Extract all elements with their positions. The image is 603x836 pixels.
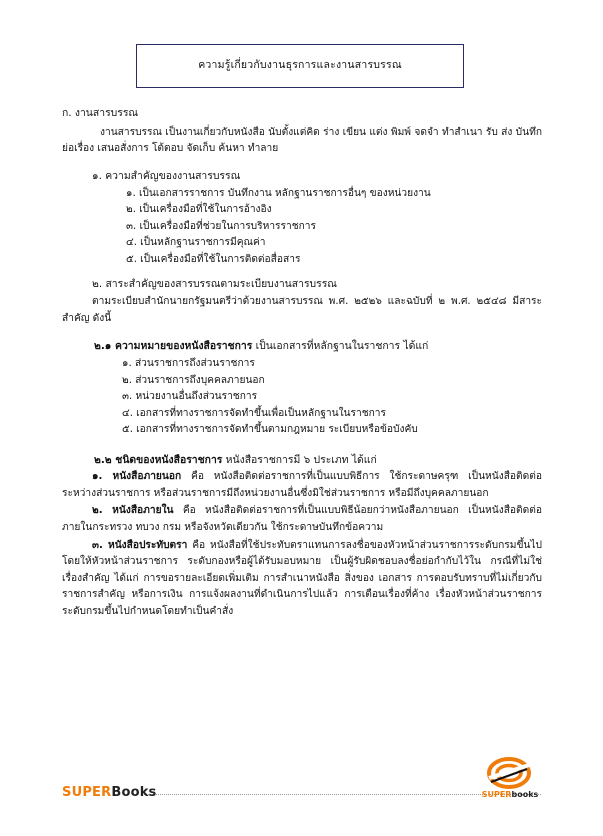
topic-1-heading: ๑. ความสำคัญของงานสารบรรณ <box>92 169 241 182</box>
logo-wordmark-prefix: SUPER <box>481 790 512 799</box>
topic-2-1-item: ๔. เอกสารที่ทางราชการจัดทำขึ้นเพื่อเป็นหลักฐานในราชการ <box>122 407 386 419</box>
topic-2-2-item-label: ๒. หนังสือภายใน <box>92 505 174 517</box>
section-a-heading: ก. งานสารบรรณ <box>62 107 139 119</box>
topic-1-item: ๓. เป็นเครื่องมือที่ช่วยในการบริหารราชการ <box>126 220 316 232</box>
section-a-intro: งานสารบรรณ เป็นงานเกี่ยวกับหนังสือ นับตั้งแต่คิด ร่าง เขียน แต่ง พิมพ์ จดจำ ทำสำเนา รับ ส่ง บันทึก ย่อเรื่อง เสนอสั่งการ โต้ตอบ จัดเก็บ ค้นหา ทำลาย <box>62 126 542 155</box>
topic-1-item: ๔. เป็นหลักฐานราชการมีคุณค่า <box>126 237 266 249</box>
topic-2-2-heading-rest: หนังสือราชการมี ๖ ประเภท ได้แก่ <box>222 453 377 466</box>
footer-brand-suffix: Books <box>111 785 157 800</box>
topic-2-1-item: ๒. ส่วนราชการถึงบุคคลภายนอก <box>122 374 265 386</box>
topic-2-2-item-text: คือ หนังสือติดต่อราชการที่เป็นแบบพิธีการ ใช้กระดาษครุฑ เป็นหนังสือติดต่อระหว่างส่วนราชการ หรือส่วนราชการมีถึงหน่วยงานอื่นซึ่งมิใช่ส่วนราชการ หรือมีถึงบุคคลภายนอก <box>62 471 543 499</box>
topic-2-2-item-text: คือ หนังสือติดต่อราชการที่เป็นแบบพิธีน้อยกว่าหนังสือภายนอก เป็นหนังสือติดต่อภายในกระทรวง ทบวง กรม หรือจังหวัดเดียวกัน ใช้กระดาษบันทึกข้อความ <box>62 505 543 533</box>
document-body <box>62 105 542 621</box>
topic-2-2-heading-bold: ๒.๒ ชนิดของหนังสือราชการ <box>94 453 223 466</box>
topic-2-1-item: ๓. หน่วยงานอื่นถึงส่วนราชการ <box>122 391 258 403</box>
document-title-box <box>136 44 464 88</box>
topic-1-item: ๑. เป็นเอกสารราชการ บันทึกงาน หลักฐานราชการอื่นๆ ของหน่วยงาน <box>126 187 431 199</box>
topic-2-intro: ตามระเบียบสำนักนายกรัฐมนตรีว่าด้วยงานสารบรรณ พ.ศ. ๒๕๒๖ และฉบับที่ ๒ พ.ศ. ๒๕๔๘ มีสาระสำคัญ ดังนี้ <box>62 296 542 324</box>
topic-2-2-item <box>62 469 542 502</box>
page-title: ความรู้เกี่ยวกับงานธุรการและงานสารบรรณ <box>198 59 402 72</box>
page-footer <box>0 772 603 812</box>
topic-2-1-heading-bold: ๒.๑ ความหมายของหนังสือราชการ <box>94 340 253 353</box>
topic-2-1-item: ๑. ส่วนราชการถึงส่วนราชการ <box>122 358 255 370</box>
topic-2-1-heading-rest: เป็นเอกสารที่หลักฐานในราชการ ได้แก่ <box>252 340 429 353</box>
footer-brand-prefix: SUPER <box>62 785 112 800</box>
logo-wordmark-suffix: books <box>511 790 539 799</box>
superbooks-logo <box>479 756 541 810</box>
topic-1-item: ๕. เป็นเครื่องมือที่ใช้ในการติดต่อสื่อสาร <box>126 253 301 265</box>
topic-2-2-item-text: คือ หนังสือที่ใช้ประทับตราแทนการลงชื่อของหัวหน้าส่วนราชการระดับกรมขึ้นไป โดยให้หัวหน้าส่วนราชการ ระดับกองหรือผู้ได้รับมอบหมาย เป็นผู้รับผิดชอบลงชื่อย่อกำกับไว้ใน กรณีที่ไม่ใช่เรื่องสำคัญ ได้แก่ การขอรายละเอียดเพิ่มเติม การสำเนาหนังสือ สิ่งของ เอกสาร การตอบรับทราบที่ไม่เกี่ยวกับราชการสำคัญ หรือการเงิน การแจ้งผลงานที่ดำเนินการไปแล้ว การเตือนเรื่องที่ค้าง เรื่องหัวหน้าส่วนราชการระดับกรมขึ้นไปกำหนดโดยทำเป็นคำสั่ง <box>62 539 542 617</box>
footer-brand <box>62 785 157 800</box>
swirl-icon <box>487 756 531 790</box>
topic-2-2-item-label: ๓. หนังสือประทับตรา <box>92 539 188 551</box>
topic-2-2-item-label: ๑. หนังสือภายนอก <box>92 471 182 483</box>
topic-2-1-heading <box>62 338 542 355</box>
topic-2-1-item: ๕. เอกสารที่ทางราชการจัดทำขึ้นตามกฎหมาย ระเบียบหรือข้อบังคับ <box>122 424 418 436</box>
topic-2-2-heading <box>62 452 542 469</box>
topic-1-item: ๒. เป็นเครื่องมือที่ใช้ในการอ้างอิง <box>126 204 272 216</box>
logo-wordmark <box>479 790 541 799</box>
topic-2-2-item <box>62 503 542 536</box>
topic-2-heading: ๒. สาระสำคัญของสารบรรณตามระเบียบงานสารบรรณ <box>92 278 337 291</box>
topic-2-2-item <box>62 538 542 621</box>
